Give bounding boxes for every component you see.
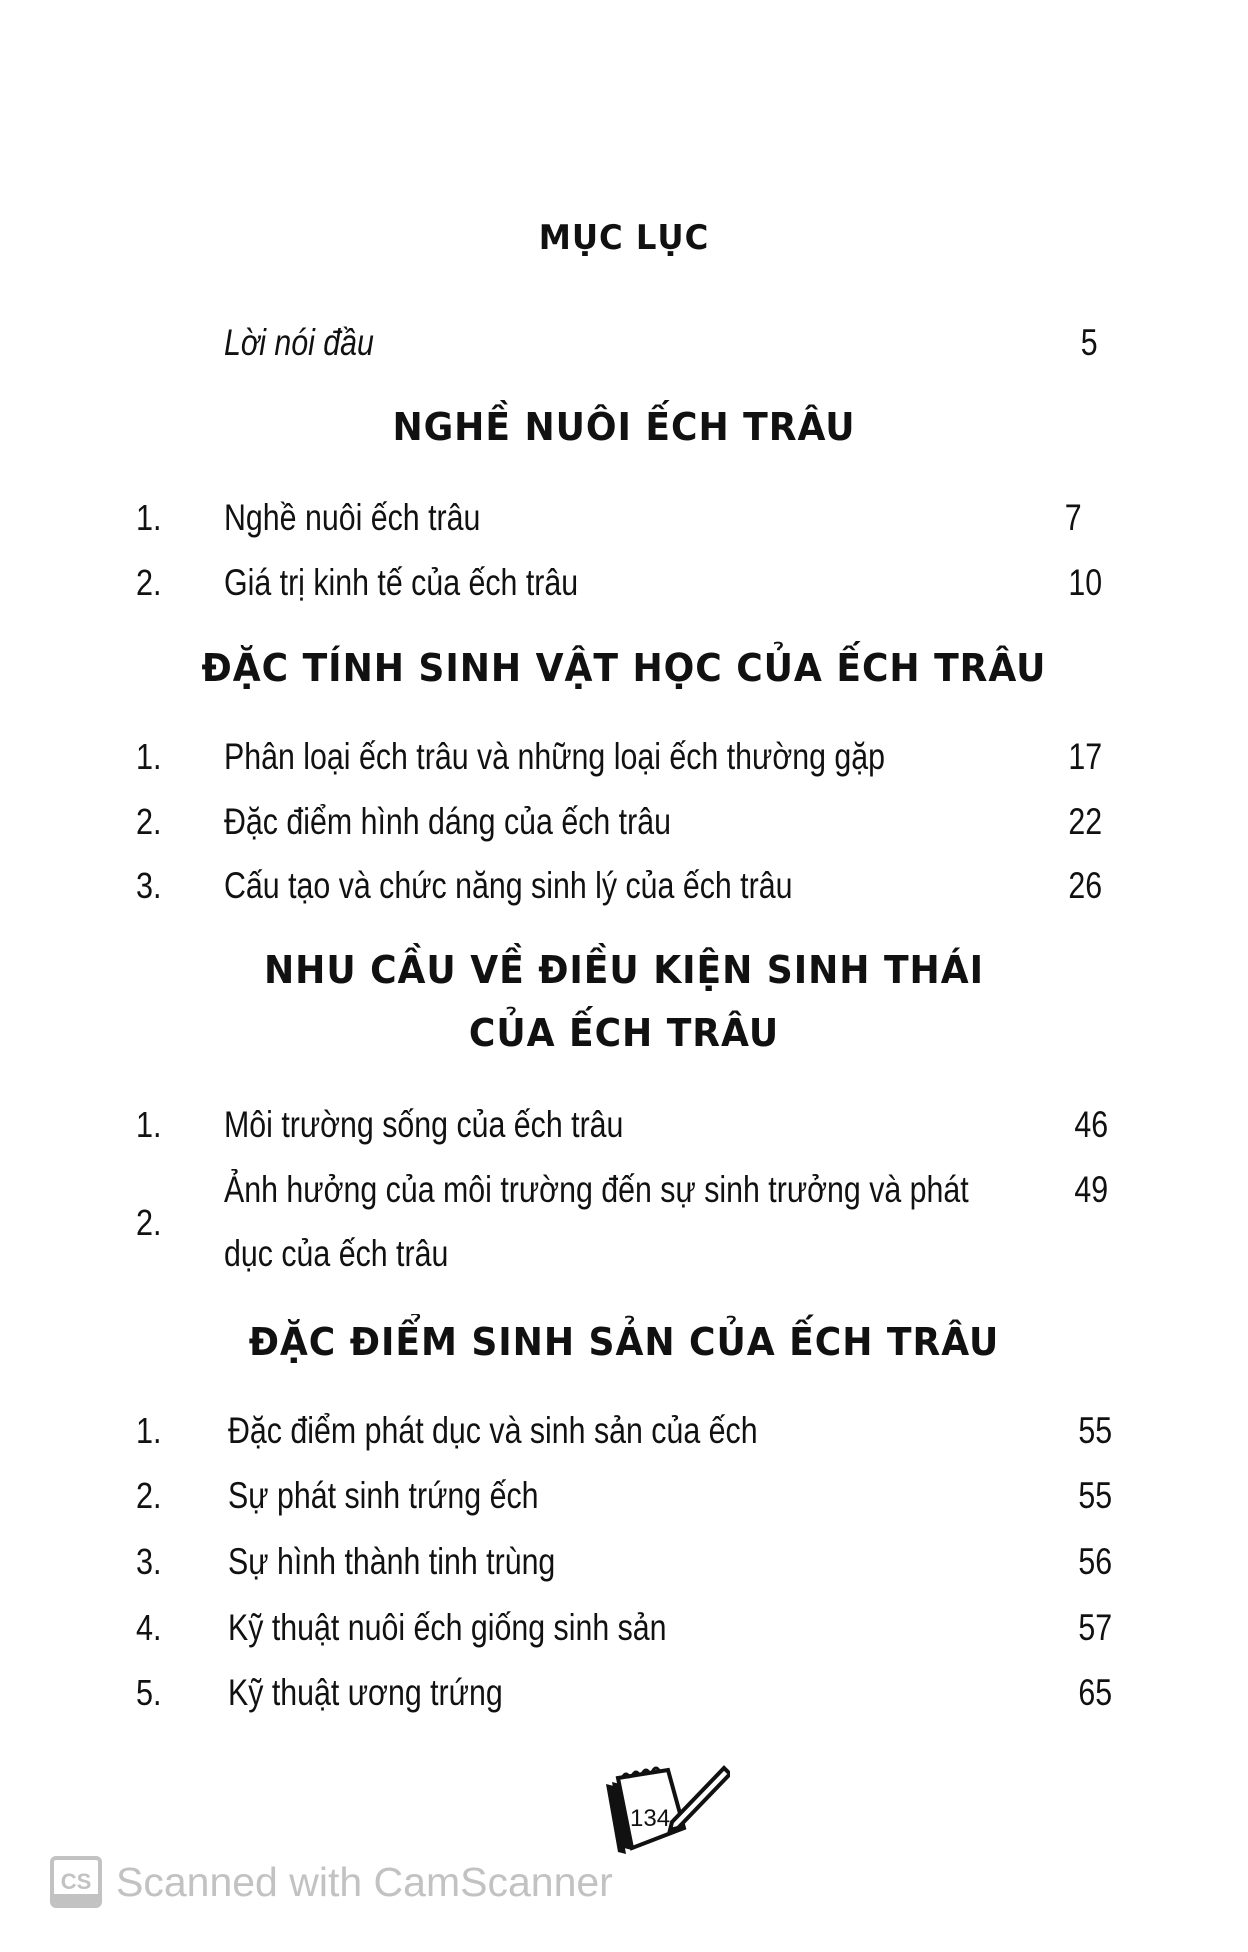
entry-text: Đặc điểm hình dáng của ếch trâu (224, 801, 671, 842)
entry-text: Cấu tạo và chức năng sinh lý của ếch trâu (224, 865, 793, 906)
entry-number: 2. (136, 1202, 162, 1243)
entry-text: Môi trường sống của ếch trâu (224, 1104, 624, 1145)
notepad-pencil-icon (598, 1762, 730, 1862)
entry-page: 55 (1078, 1410, 1112, 1451)
toc-entry (0, 1410, 1248, 1460)
entry-number: 1. (136, 1104, 162, 1145)
toc-entry (0, 865, 1248, 915)
entry-text: Đặc điểm phát dục và sinh sản của ếch (228, 1410, 758, 1451)
toc-entry-preface (0, 322, 1248, 372)
entry-page: 22 (1068, 801, 1102, 842)
entry-text: Ảnh hưởng của môi trường đến sự sinh trưởng và phát (224, 1169, 969, 1210)
entry-page: 17 (1068, 736, 1102, 777)
entry-page: 7 (1065, 497, 1082, 538)
entry-page: 26 (1068, 865, 1102, 906)
section-heading: ĐẶC TÍNH SINH VẬT HỌC CỦA ẾCH TRÂU (201, 646, 1047, 690)
section-heading: ĐẶC ĐIỂM SINH SẢN CỦA ẾCH TRÂU (248, 1320, 1000, 1364)
toc-entry (0, 1672, 1248, 1722)
camscanner-watermark (50, 1856, 613, 1908)
section-heading: NHU CẦU VỀ ĐIỀU KIỆN SINH THÁI (263, 948, 984, 992)
entry-page: 5 (1081, 322, 1098, 363)
entry-text: Phân loại ếch trâu và những loại ếch thường gặp (224, 736, 886, 777)
entry-page: 10 (1068, 562, 1102, 603)
toc-entry (0, 1475, 1248, 1525)
entry-number: 3. (136, 1541, 162, 1582)
toc-entry (0, 736, 1248, 786)
entry-text: Kỹ thuật ương trứng (228, 1672, 503, 1713)
entry-text: Nghề nuôi ếch trâu (224, 497, 481, 538)
toc-entry (0, 1169, 1248, 1289)
entry-text: Sự phát sinh trứng ếch (228, 1475, 539, 1516)
entry-page: 65 (1078, 1672, 1112, 1713)
entry-page: 49 (1074, 1169, 1108, 1210)
entry-number: 2. (136, 1475, 162, 1516)
entry-number: 3. (136, 865, 162, 906)
section-heading: CỦA ẾCH TRÂU (468, 1011, 780, 1055)
entry-page: 55 (1078, 1475, 1112, 1516)
entry-page: 46 (1074, 1104, 1108, 1145)
toc-entry (0, 1104, 1248, 1154)
page-number: 134 (630, 1805, 671, 1832)
entry-text: Lời nói đầu (224, 322, 374, 363)
entry-number: 1. (136, 497, 162, 538)
section-heading: NGHỀ NUÔI ẾCH TRÂU (392, 405, 856, 449)
entry-number: 2. (136, 801, 162, 842)
entry-number: 2. (136, 562, 162, 603)
entry-number: 1. (136, 1410, 162, 1451)
toc-entry (0, 562, 1248, 612)
page-title: MỤC LỤC (538, 218, 710, 258)
watermark-text: Scanned with CamScanner (116, 1858, 613, 1905)
entry-text: Giá trị kinh tế của ếch trâu (224, 562, 579, 603)
entry-page: 56 (1078, 1541, 1112, 1582)
toc-entry (0, 497, 1248, 547)
toc-entry (0, 801, 1248, 851)
entry-number: 5. (136, 1672, 162, 1713)
entry-text: Sự hình thành tinh trùng (228, 1541, 556, 1582)
camscanner-logo-icon: CS (50, 1856, 102, 1908)
toc-entry (0, 1607, 1248, 1657)
entry-number: 1. (136, 736, 162, 777)
entry-number: 4. (136, 1607, 162, 1648)
entry-text-continued: dục của ếch trâu (224, 1233, 449, 1274)
toc-entry (0, 1541, 1248, 1591)
entry-page: 57 (1078, 1607, 1112, 1648)
entry-text: Kỹ thuật nuôi ếch giống sinh sản (228, 1607, 667, 1648)
